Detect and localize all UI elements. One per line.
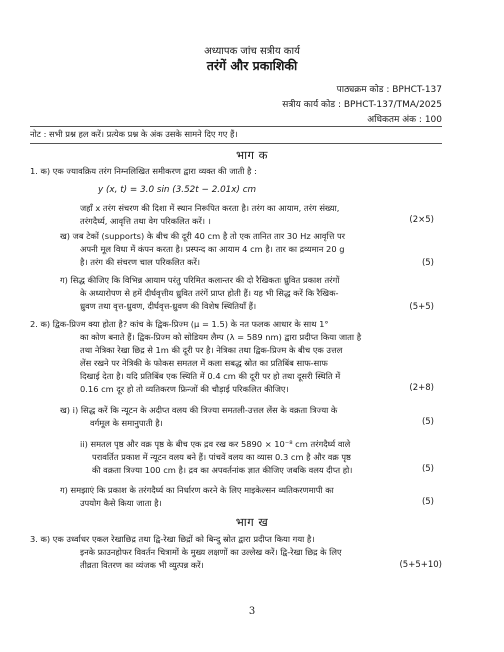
q3a-marks: (5+5+10) [399, 560, 442, 570]
q1b-text [60, 230, 345, 269]
page-number: 3 [248, 606, 256, 617]
q1a-line: 1. क) एक ज्यावक्रिय तरंग निम्नलिखित समीकरण द्वारा व्यक्त की जाती है : [30, 166, 257, 176]
assignment-title: अध्यापक जांच सत्रीय कार्य [204, 46, 300, 57]
q2a-line: 2. क) द्विक-प्रिज्म क्या होता है? कांच के द्विक-प्रिज्म (μ = 1.5) के नत फलक आधार के साथ 1° [30, 319, 329, 329]
q1a-marks: (2×5) [409, 215, 434, 225]
q2b-ii-line: की वक्रता त्रिज्या 100 cm है। द्रव का अपवर्तनांक ज्ञात कीजिए जबकि वलय दीप्त हो। [92, 465, 353, 475]
q2c-line: उपयोग कैसे किया जाता है। [80, 498, 162, 508]
q1c-text [60, 274, 339, 313]
q1b-line: ख) जब टेकों (supports) के बीच की दूरी 40 cm है तो एक तानित तार 30 Hz आवृत्ति पर [60, 231, 346, 241]
max-marks: अधिकतम अंक : 100 [367, 115, 442, 125]
assignment-code: सत्रीय कार्य कोड : BPHCT-137/TMA/2025 [282, 100, 442, 110]
q1b-line: है। तरंग की संचरण चाल परिकलित करें। [80, 257, 201, 267]
top-divider [30, 126, 442, 127]
q2c-text [60, 484, 334, 510]
q2b-ii-line: ii) समतल पृष्ठ और वक्र पृष्ठ के बीच एक द्रव रख कर 5890 × 10⁻⁸ cm तरंगदैर्घ्य वाले [80, 439, 351, 449]
course-title: तरंगें और प्रकाशिकी [206, 58, 298, 73]
q2b-i-line: ख) i) सिद्ध करें कि न्यूटन के अदीप्त वलय की त्रिज्या समतली-उत्तल लेंस के वक्रता त्रिज्या के [60, 405, 338, 415]
q1a-line: जहाँ x तरंग संचरण की दिशा में स्थान निरूपित करता है। तरंग का आयाम, तरंग संख्या, [80, 203, 340, 213]
q2a-text [30, 318, 361, 396]
q2c-marks: (5) [421, 497, 434, 507]
q1c-line: ग) सिद्ध कीजिए कि विभिन्न आयाम परंतु परिमित कलान्तर की दो रैखिकतः ध्रुवित प्रकाश तरंगों [60, 275, 340, 285]
q1c-line: ध्रुवण तथा वृत्त-ध्रुवण, दीर्घवृत्त-ध्रुवण की विशेष स्थितियाँ हैं। [80, 301, 257, 311]
q2b-i-marks: (5) [421, 417, 434, 427]
q2a-line: दिखाई देता है। यदि प्रतिबिंब एक स्थिति में 0.4 cm की दूरी पर हो तथा दूसरी स्थिति में [80, 371, 341, 381]
q3a-line: इनके फ्राउनहोफर विवर्तन चित्रामों के मुख्य लक्षणों का उल्लेख करें। द्वि-रेखा छिद्र के लिए [80, 547, 342, 557]
q1a-text-continued [80, 202, 339, 228]
q2a-line: तथा नेत्रिका रेखा छिद्र से 1m की दूरी पर है। नेत्रिका तथा द्विक-प्रिज्म के बीच एक उत्तल [80, 345, 343, 355]
course-code: पाठ्यक्रम कोड : BPHCT-137 [336, 85, 442, 95]
q1b-marks: (5) [421, 258, 434, 268]
q2b-ii-text [80, 438, 352, 477]
bottom-divider [30, 143, 442, 144]
q2b-i-text [60, 404, 337, 430]
q2a-marks: (2+8) [409, 383, 434, 393]
q3a-line: 3. क) एक उर्ध्वाधर एकल रेखाछिद्र तथा द्वि-रेखा छिद्रों को बिन्दु स्रोत द्वारा प्रदीप्त किया गया है। [30, 534, 315, 544]
q1a-text [30, 165, 257, 178]
q1a-line: तरंगदैर्घ्य, आवृत्ति तथा वेग परिकलित करें। । [80, 216, 211, 226]
section-b-heading: भाग ख [235, 515, 269, 529]
q1b-line: अपनी मूल विधा में कंपन करता है। प्रस्पन्द का आयाम 4 cm है। तार का द्रव्यमान 20 g [80, 244, 345, 254]
q2a-line: का कोण बनाते हैं। द्विक-प्रिज्म को सोडियम लैम्प (λ = 589 nm) द्वारा प्रदीप्त किया जाता है [80, 332, 362, 342]
q2b-ii-line: परावर्तित प्रकाश में न्यूटन वलय बने हैं। पांचवें वलय का व्यास 0.3 cm है और वक्र पृष्ठ [92, 452, 351, 462]
q1c-marks: (5+5) [409, 302, 434, 312]
q2b-i-line: वर्गमूल के समानुपाती है। [90, 418, 163, 428]
q2c-line: ग) समझाएं कि प्रकाश के तरंगदैर्घ्य का निर्धारण करने के लिए माइकेल्सन व्यतिकरणमापी का [60, 485, 334, 495]
q1-equation: y (x, t) = 3.0 sin (3.52t − 2.01x) cm [98, 185, 257, 195]
q2a-line: 0.16 cm दूर हो तो व्यतिकरण फ्रिन्जों की चौड़ाई परिकलित कीजिए। [80, 384, 289, 394]
section-a-heading: भाग क [235, 148, 269, 162]
instructions-note: नोट : सभी प्रश्न हल करें। प्रत्येक प्रश्न के अंक उसके सामने दिए गए हैं। [30, 129, 238, 139]
q3a-line: तीव्रता वितरण का व्यंजक भी व्युत्पन्न करें। [80, 560, 204, 570]
q2a-line: लेंस रखने पर नेत्रिकी के फोकस समतल में कला सबद्ध स्रोत का प्रतिबिंब साफ-साफ [80, 358, 328, 368]
q1c-line: के अध्यारोपण से हमें दीर्घवृत्तीय ध्रुवित तरंगें प्राप्त होती हैं। यह भी सिद्ध करें कि रैखिक- [80, 288, 339, 298]
q3a-text [30, 533, 342, 572]
q2b-ii-marks: (5) [421, 464, 434, 474]
